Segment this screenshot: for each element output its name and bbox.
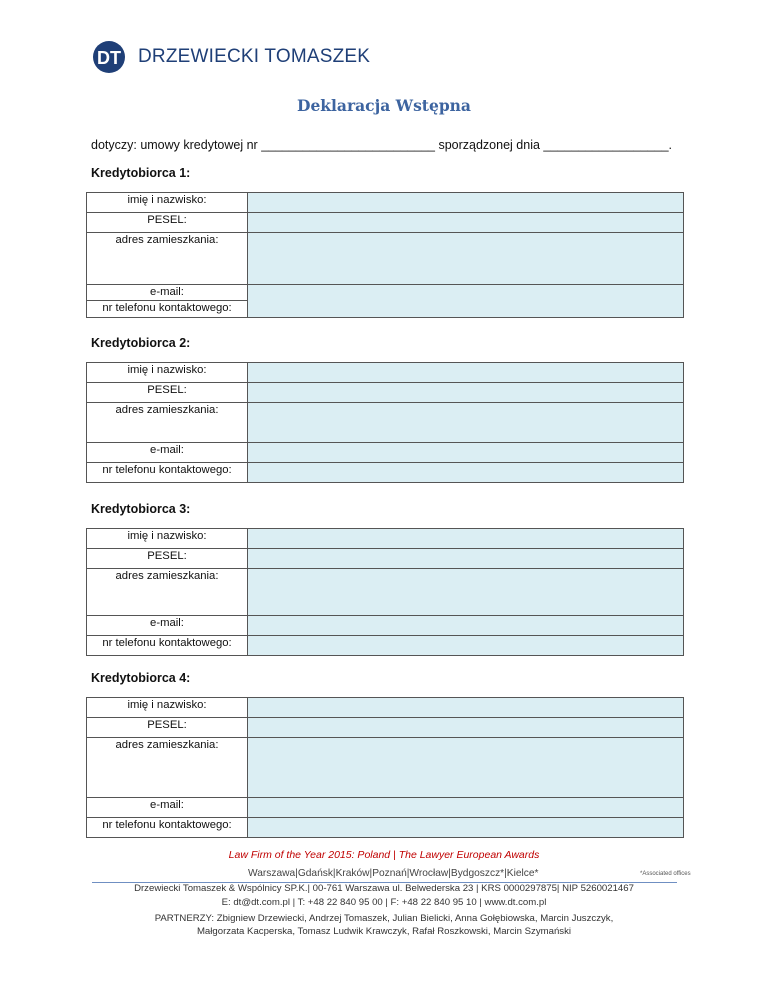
borrower-4-name-field[interactable] [248,698,684,718]
svg-text:DT: DT [97,48,121,68]
email-label: e-mail: [87,798,248,818]
company-line-1: Drzewiecki Tomaszek & Wspólnicy SP.K.| 00-761 Warszawa ul. Belwederska 23 | KRS 0000297875| NIP 5260021467 [134,883,634,894]
borrower-3-name-field[interactable] [248,529,684,549]
logo-text: DRZEWIECKI TOMASZEK [138,46,371,67]
address-label: adres zamieszkania: [87,738,248,798]
pesel-label: PESEL: [87,549,248,569]
borrower-2-heading: Kredytobiorca 2: [91,336,191,350]
dt-logo-icon [92,40,134,74]
partners-line-1: PARTNERZY: Zbigniew Drzewiecki, Andrzej Tomaszek, Julian Bielicki, Anna Gołębiowska, Marcin Juszczyk, [154,913,614,924]
associated-offices-note: *Associated offices [640,871,691,877]
address-label: adres zamieszkania: [87,403,248,443]
borrower-4-email-field[interactable] [248,798,684,818]
company-logo [92,40,370,74]
borrower-1-address-field[interactable] [248,233,684,285]
document-title: Deklaracja Wstępna [297,96,471,115]
borrower-1-email-field[interactable] [248,285,684,318]
phone-label: nr telefonu kontaktowego: [87,818,248,838]
borrower-2-phone-field[interactable] [248,463,684,483]
phone-label: nr telefonu kontaktowego: [87,301,248,318]
borrower-4-heading: Kredytobiorca 4: [91,671,191,685]
address-label: adres zamieszkania: [87,233,248,285]
borrower-2-email-field[interactable] [248,443,684,463]
intro-line: dotyczy: umowy kredytowej nr _________________________ sporządzonej dnia __________________. [91,138,673,152]
email-label: e-mail: [87,285,248,301]
email-label: e-mail: [87,443,248,463]
phone-label: nr telefonu kontaktowego: [87,636,248,656]
name-label: imię i nazwisko: [87,363,248,383]
borrower-4-table [86,697,684,838]
pesel-label: PESEL: [87,718,248,738]
borrower-3-pesel-field[interactable] [248,549,684,569]
borrower-3-heading: Kredytobiorca 3: [91,502,191,516]
borrower-3-email-field[interactable] [248,616,684,636]
partners-line-2: Małgorzata Kacperska, Tomasz Ludwik Krawczyk, Rafał Roszkowski, Marcin Szymański [196,926,572,937]
phone-label: nr telefonu kontaktowego: [87,463,248,483]
pesel-label: PESEL: [87,213,248,233]
borrower-1-table [86,192,684,318]
name-label: imię i nazwisko: [87,193,248,213]
address-label: adres zamieszkania: [87,569,248,616]
borrower-1-name-field[interactable] [248,193,684,213]
borrower-1-pesel-field[interactable] [248,213,684,233]
award-line: Law Firm of the Year 2015: Poland | The Lawyer European Awards [228,849,540,861]
borrower-2-name-field[interactable] [248,363,684,383]
borrower-2-address-field[interactable] [248,403,684,443]
pesel-label: PESEL: [87,383,248,403]
name-label: imię i nazwisko: [87,698,248,718]
name-label: imię i nazwisko: [87,529,248,549]
borrower-2-table [86,362,684,483]
borrower-1-heading: Kredytobiorca 1: [91,166,191,180]
company-line-2: E: dt@dt.com.pl | T: +48 22 840 95 00 | F: +48 22 840 95 10 | www.dt.com.pl [221,897,547,908]
borrower-3-address-field[interactable] [248,569,684,616]
borrower-4-address-field[interactable] [248,738,684,798]
borrower-4-phone-field[interactable] [248,818,684,838]
borrower-4-pesel-field[interactable] [248,718,684,738]
borrower-3-phone-field[interactable] [248,636,684,656]
email-label: e-mail: [87,616,248,636]
borrower-3-table [86,528,684,656]
office-cities: Warszawa|Gdańsk|Kraków|Poznań|Wrocław|Bydgoszcz*|Kielce* [248,868,539,879]
borrower-2-pesel-field[interactable] [248,383,684,403]
